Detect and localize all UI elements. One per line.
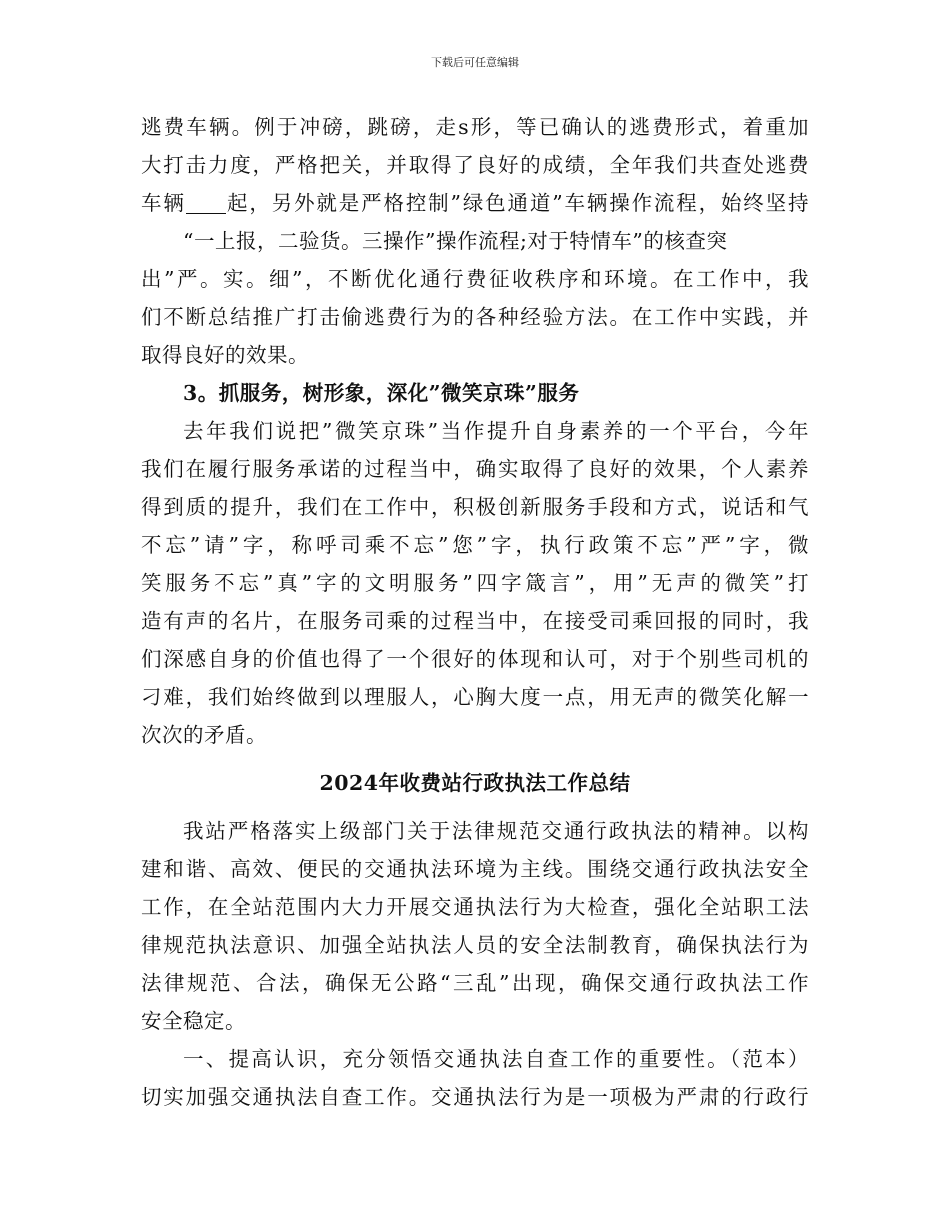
paragraph-line: 出”严。实。细”，不断优化通行费征收秩序和环境。在工作中，我 — [141, 267, 809, 291]
paragraph-line: “一上报，二验货。三操作”操作流程;对于特情车”的核查突 — [183, 229, 728, 253]
paragraph-line: 得到质的提升，我们在工作中，积极创新服务手段和方式，说话和气 — [141, 495, 809, 519]
paragraph-line: 工作，在全站范围内大力开展交通执法行为大检查，强化全站职工法 — [141, 895, 809, 919]
paragraph-line: 笑服务不忘”真”字的文明服务”四字箴言”，用”无声的微笑”打 — [141, 571, 809, 595]
paragraph-line: 大打击力度，严格把关，并取得了良好的成绩，全年我们共查处逃费 — [141, 153, 809, 177]
paragraph-line: 刁难，我们始终做到以理服人，心胸大度一点，用无声的微笑化解一 — [141, 685, 809, 709]
paragraph-line: 逃费车辆。例于冲磅，跳磅，走s形，等已确认的逃费形式，着重加 — [141, 115, 809, 139]
paragraph-line: 建和谐、高效、便民的交通执法环境为主线。围绕交通行政执法安全 — [141, 857, 809, 881]
paragraph-line: 安全稳定。 — [141, 1009, 246, 1033]
paragraph-line: 次次的矛盾。 — [141, 723, 267, 747]
document-title: 2024年收费站行政执法工作总结 — [319, 771, 631, 795]
paragraph-line: 我站严格落实上级部门关于法律规范交通行政执法的精神。以构 — [183, 819, 809, 843]
paragraph-line: 不忘”请”字，称呼司乘不忘”您”字，执行政策不忘”严”字，微 — [141, 533, 809, 557]
paragraph-line: 去年我们说把”微笑京珠”当作提升自身素养的一个平台，今年 — [183, 419, 809, 443]
paragraph-text: 车辆 — [141, 191, 186, 215]
paragraph-line: 造有声的名片，在服务司乘的过程当中，在接受司乘回报的同时，我 — [141, 609, 809, 633]
paragraph-line: 我们在履行服务承诺的过程当中，确实取得了良好的效果，个人素养 — [141, 457, 809, 481]
paragraph-line — [141, 184, 809, 222]
paragraph-line: 法律规范、合法，确保无公路“三乱”出现，确保交通行政执法工作 — [141, 971, 809, 995]
paragraph-line: 一、提高认识，充分领悟交通执法自查工作的重要性。（范本） — [183, 1047, 809, 1071]
section-heading: 3。抓服务，树形象，深化”微笑京珠”服务 — [183, 381, 580, 405]
document-body — [141, 108, 809, 1116]
paragraph-line: 取得良好的效果。 — [141, 343, 309, 367]
fill-in-blank — [186, 193, 226, 214]
paragraph-line: 律规范执法意识、加强全站执法人员的安全法制教育，确保执法行为 — [141, 933, 809, 957]
paragraph-line: 们深感自身的价值也得了一个很好的体现和认可，对于个别些司机的 — [141, 647, 809, 671]
page-header: 下载后可任意编辑 — [431, 56, 519, 69]
paragraph-text: 起，另外就是严格控制”绿色通道”车辆操作流程，始终坚持 — [225, 191, 810, 215]
paragraph-line: 们不断总结推广打击偷逃费行为的各种经验方法。在工作中实践，并 — [141, 305, 809, 329]
paragraph-line: 切实加强交通执法自查工作。交通执法行为是一项极为严肃的行政行 — [141, 1085, 809, 1109]
